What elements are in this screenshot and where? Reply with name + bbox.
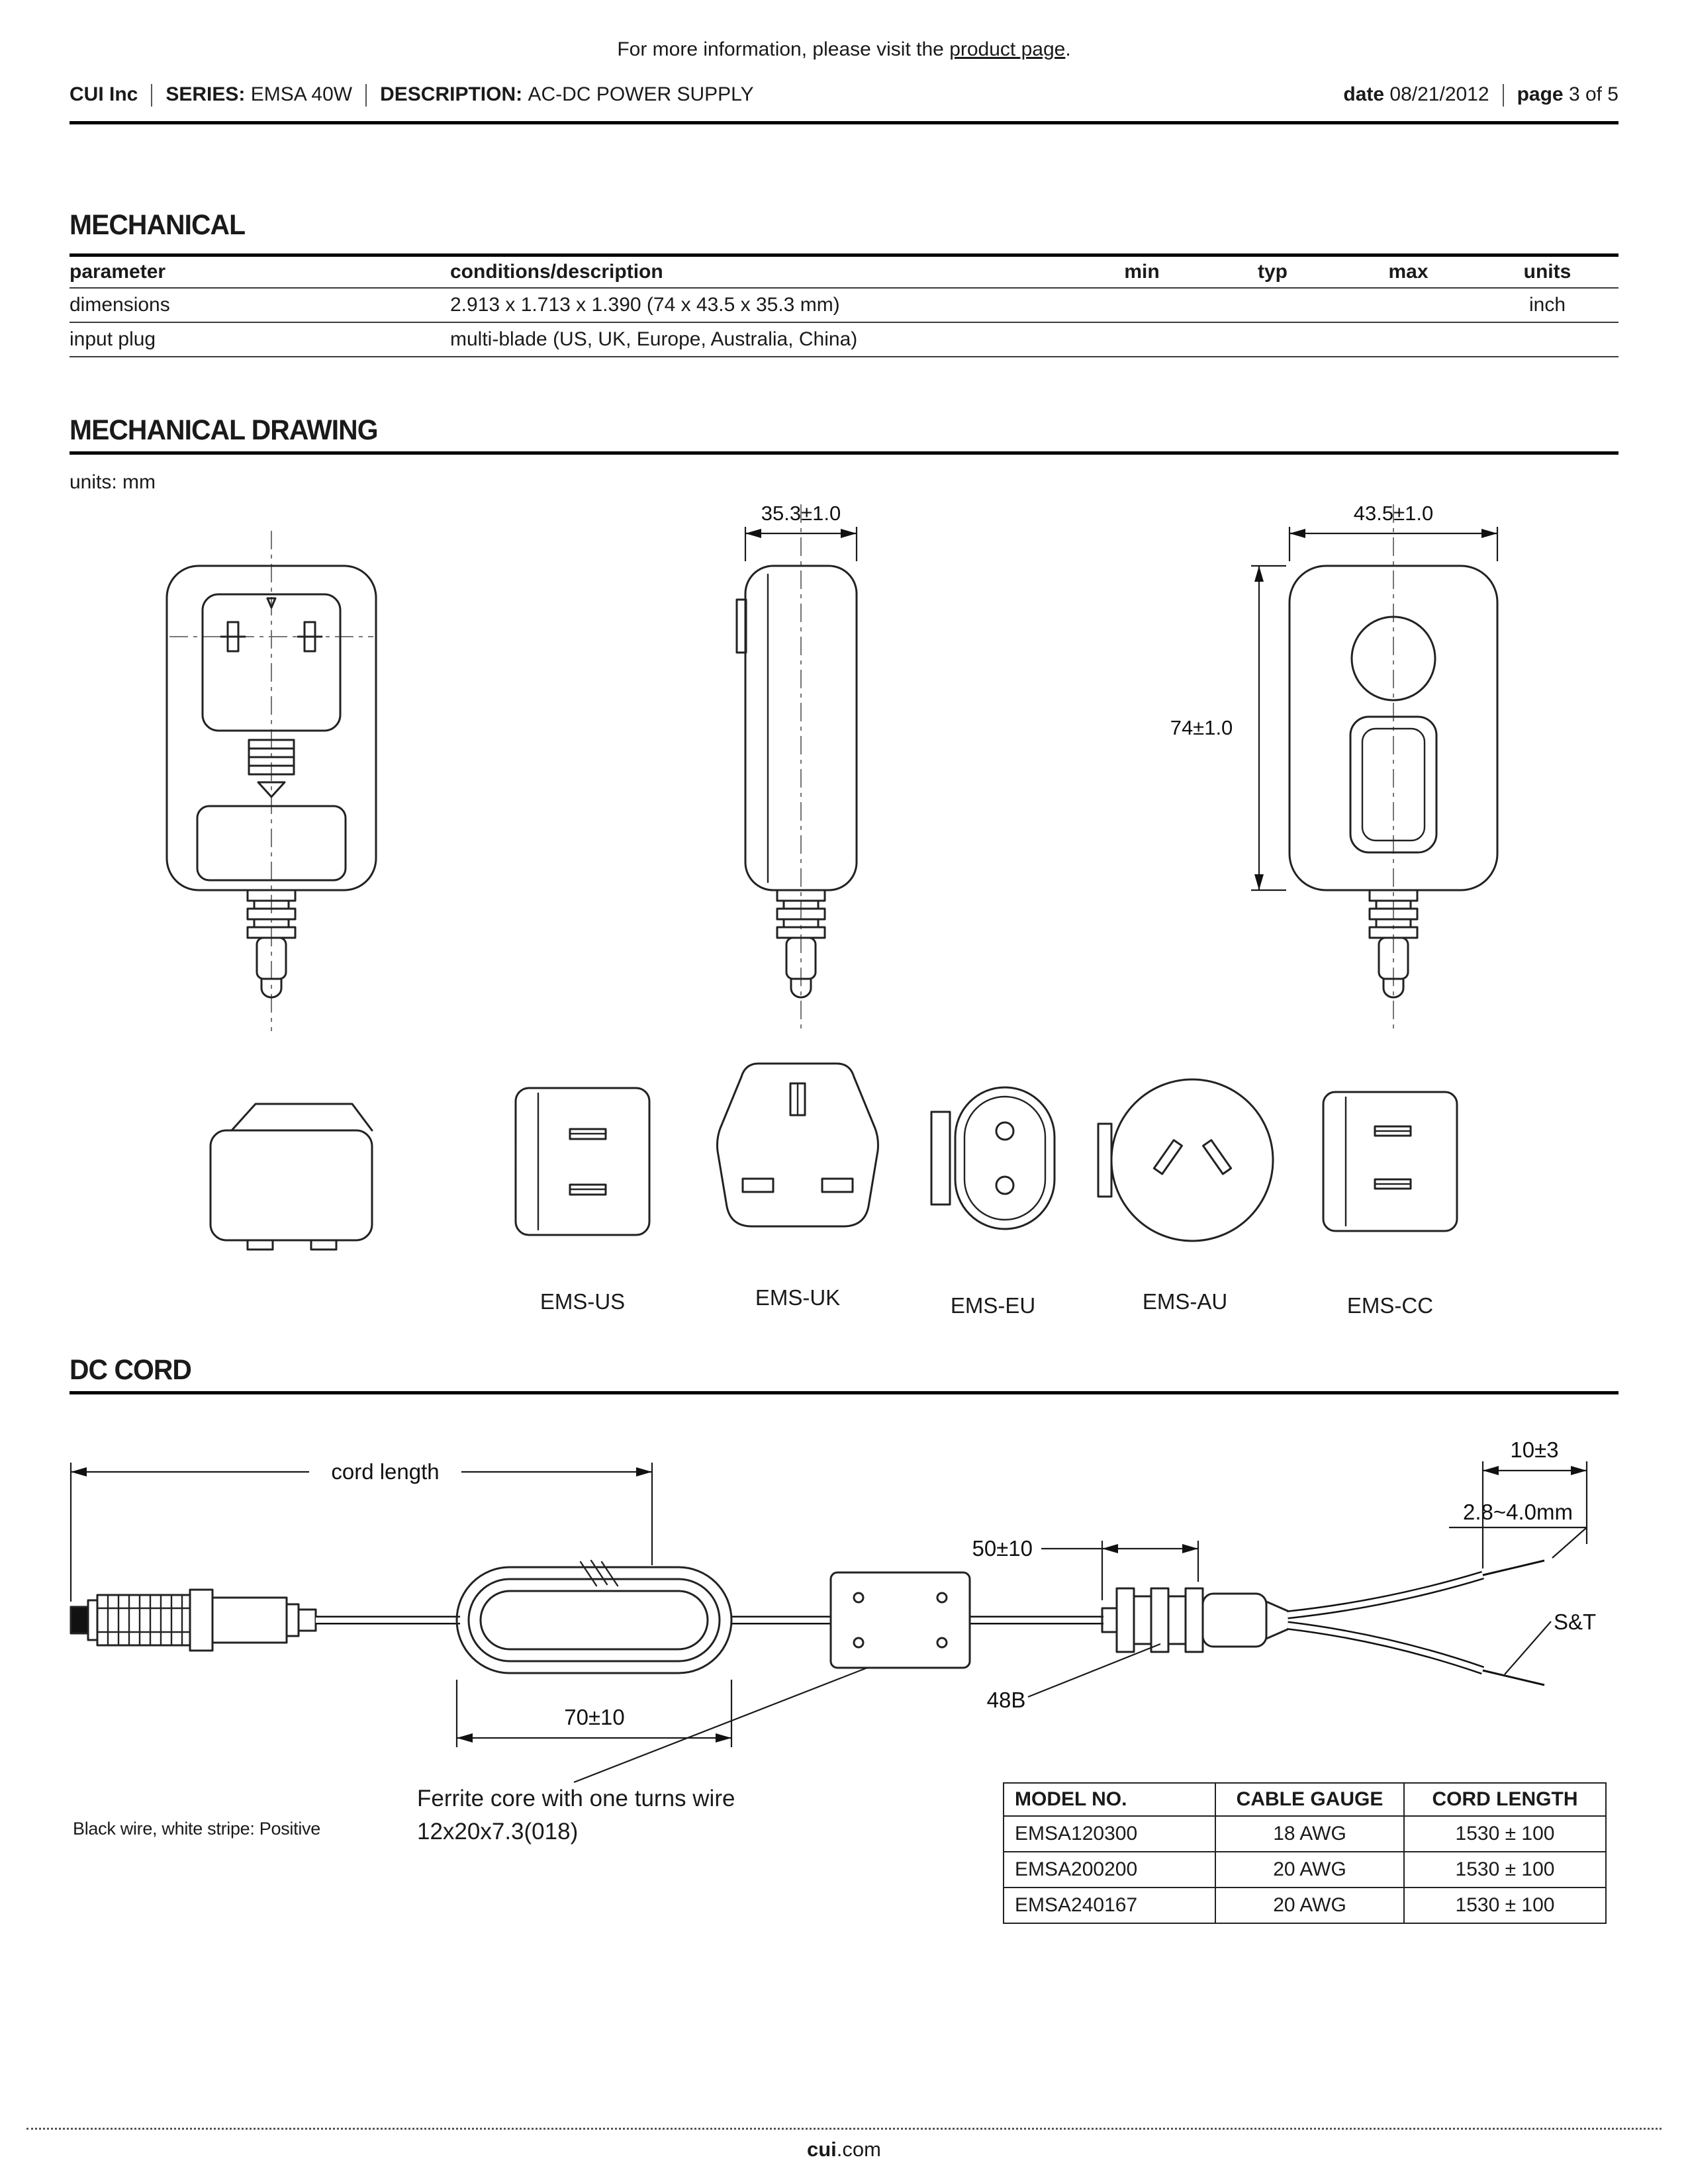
cord-table-header [1004, 1783, 1606, 1816]
col-model-no: MODEL NO. [1004, 1783, 1215, 1816]
col-cord-length: CORD LENGTH [1404, 1783, 1606, 1816]
table-row [70, 323, 1618, 357]
eu-pin-hole [996, 1122, 1013, 1140]
top-note [0, 38, 1688, 61]
cell-typ [1205, 301, 1340, 309]
header-rule [70, 121, 1618, 124]
mechanical-table-header [70, 257, 1618, 289]
dim-arrow [716, 1733, 731, 1743]
dim-arrow [457, 1733, 473, 1743]
col-max: max [1388, 261, 1429, 283]
top-note-period: . [1065, 38, 1071, 60]
footer-domain: .com [836, 2138, 881, 2161]
table-row [1004, 1888, 1606, 1923]
cell-model: EMSA120300 [1004, 1816, 1215, 1852]
adapter-front-view [152, 529, 391, 1032]
plug-cc-drawing [1314, 1079, 1466, 1244]
depth-dimension-label: 35.3±1.0 [761, 502, 841, 525]
height-dimension [1251, 566, 1286, 890]
coil-dimension-label: 70±10 [564, 1705, 625, 1729]
description-value: AC-DC POWER SUPPLY [528, 83, 754, 105]
cable-coil [457, 1561, 731, 1673]
dim-arrow [841, 529, 857, 538]
dim-arrow [1289, 529, 1305, 538]
cell-min [1079, 336, 1205, 343]
dim-arrow [1254, 874, 1264, 890]
stripped-tinned-label: S&T [1554, 1610, 1597, 1634]
dim-arrow [1483, 1466, 1499, 1475]
eu-plug-inner [964, 1097, 1045, 1220]
cover-front-face [211, 1130, 372, 1240]
ferrite-pos-label: 50±10 [972, 1536, 1033, 1561]
date-label: date [1343, 83, 1385, 105]
plug-48b-label: 48B [986, 1688, 1026, 1712]
cc-plug-outline [1323, 1092, 1457, 1231]
width-dimension-label: 43.5±1.0 [1353, 502, 1434, 525]
cell-model: EMSA240167 [1004, 1888, 1215, 1923]
au-plug-outline [1111, 1079, 1273, 1241]
dim-arrow [636, 1467, 652, 1477]
footer-url[interactable] [0, 2138, 1688, 2161]
cell-length: 1530 ± 100 [1404, 1852, 1606, 1888]
stripped-tinned-leader [1505, 1621, 1551, 1674]
cell-parameter: dimensions [70, 294, 170, 316]
plug-label-cc: EMS-CC [1346, 1293, 1434, 1318]
cord-length-label: cord length [331, 1459, 440, 1484]
dim-arrow [1182, 1544, 1198, 1553]
ferrite-pos-dimension [1041, 1541, 1198, 1600]
plug-us-drawing [506, 1079, 659, 1244]
series-value: EMSA 40W [250, 83, 353, 105]
wire-od-leader [1552, 1527, 1587, 1558]
doc-header-left [70, 83, 754, 107]
header-separator [1503, 84, 1504, 107]
plug-label-eu: EMS-EU [950, 1293, 1036, 1318]
dim-arrow [1102, 1544, 1118, 1553]
doc-header-right [1343, 83, 1618, 107]
plug-label-us: EMS-US [539, 1289, 626, 1314]
plug-au-drawing [1096, 1071, 1274, 1250]
cell-description: multi-blade (US, UK, Europe, Australia, China) [450, 328, 858, 350]
description-label: DESCRIPTION: [380, 83, 523, 105]
company-name: CUI Inc [70, 83, 138, 105]
cell-model: EMSA200200 [1004, 1852, 1215, 1888]
dc-cord-heading: DC CORD [70, 1354, 191, 1386]
plug-label-au: EMS-AU [1142, 1289, 1228, 1314]
eu-plug-mount [931, 1112, 950, 1205]
plug-label-uk: EMS-UK [755, 1285, 841, 1310]
mechanical-table [70, 253, 1618, 357]
us-plug-outline [516, 1088, 649, 1235]
dc-cord-drawing [70, 1408, 1618, 1792]
cell-length: 1530 ± 100 [1404, 1888, 1606, 1923]
table-row [1004, 1816, 1606, 1852]
au-plug-mount [1098, 1124, 1111, 1197]
footer-brand: cui [807, 2138, 837, 2161]
output-wires [1288, 1561, 1544, 1685]
cell-parameter: input plug [70, 328, 156, 350]
ferrite-note-line2: 12x20x7.3(018) [417, 1819, 579, 1844]
doc-header [70, 83, 1618, 107]
date-value: 08/21/2012 [1389, 83, 1489, 105]
dc-barrel-plug [71, 1590, 316, 1651]
dc-cord-rule [70, 1391, 1618, 1394]
dim-arrow [1481, 529, 1497, 538]
col-description: conditions/description [450, 261, 663, 283]
col-cable-gauge: CABLE GAUGE [1215, 1783, 1404, 1816]
cover-top-face [232, 1104, 372, 1130]
us-blade-slots [570, 1129, 606, 1195]
cover-foot [248, 1240, 273, 1250]
col-parameter: parameter [70, 261, 166, 283]
cell-units: inch [1528, 294, 1566, 316]
plug-48b-leader [1028, 1644, 1160, 1697]
header-separator [365, 84, 367, 107]
cc-blade-slots [1375, 1126, 1411, 1189]
page-label: page [1517, 83, 1564, 105]
dim-arrow [1254, 566, 1264, 582]
height-dimension-label: 74±1.0 [1170, 716, 1233, 739]
mechanical-drawing-rule [70, 451, 1618, 455]
units-note: units: mm [70, 471, 156, 493]
col-units: units [1523, 261, 1571, 283]
header-separator [151, 84, 152, 107]
dim-arrow [1571, 1466, 1587, 1475]
au-blades [1154, 1140, 1231, 1174]
cord-model-table [1003, 1782, 1607, 1924]
eu-pin-hole [996, 1177, 1013, 1194]
cell-gauge: 20 AWG [1215, 1888, 1404, 1923]
cell-max [1340, 336, 1476, 343]
cell-min [1079, 301, 1205, 309]
plug-uk-drawing [702, 1049, 894, 1241]
cell-typ [1205, 336, 1340, 343]
cell-gauge: 18 AWG [1215, 1816, 1404, 1852]
dim-arrow [745, 529, 761, 538]
cell-description: 2.913 x 1.713 x 1.390 (74 x 43.5 x 35.3 mm) [450, 294, 840, 316]
ferrite-core [831, 1572, 970, 1668]
plug-cover-drawing [192, 1092, 391, 1257]
product-page-link[interactable]: product page [949, 38, 1066, 60]
col-typ: typ [1258, 261, 1288, 283]
wire-od-label: 2.8~4.0mm [1463, 1500, 1573, 1524]
cell-gauge: 20 AWG [1215, 1852, 1404, 1888]
ferrite-note-line1: Ferrite core with one turns wire [417, 1786, 735, 1811]
wire-polarity-note: Black wire, white stripe: Positive [73, 1819, 320, 1839]
mechanical-heading: MECHANICAL [70, 209, 246, 241]
adapter-back-view [1152, 495, 1523, 1032]
plug-eu-drawing [923, 1075, 1062, 1241]
adapter-side-view [715, 495, 887, 1032]
strip-length-label: 10±3 [1510, 1437, 1559, 1462]
uk-pins [743, 1083, 853, 1192]
series-label: SERIES: [165, 83, 246, 105]
cell-length: 1530 ± 100 [1404, 1816, 1606, 1852]
cover-foot [311, 1240, 336, 1250]
output-plug-48b [1102, 1588, 1288, 1652]
mechanical-drawing-heading: MECHANICAL DRAWING [70, 414, 378, 446]
table-row [70, 289, 1618, 323]
top-note-text: For more information, please visit the [617, 38, 950, 60]
dim-arrow [71, 1467, 87, 1477]
eu-plug-outline [955, 1087, 1055, 1229]
cell-units [1476, 336, 1618, 343]
table-row [1004, 1852, 1606, 1888]
page-number: 3 of 5 [1568, 83, 1618, 105]
cell-max [1340, 301, 1476, 309]
footer-divider [26, 2128, 1662, 2130]
col-min: min [1124, 261, 1160, 283]
